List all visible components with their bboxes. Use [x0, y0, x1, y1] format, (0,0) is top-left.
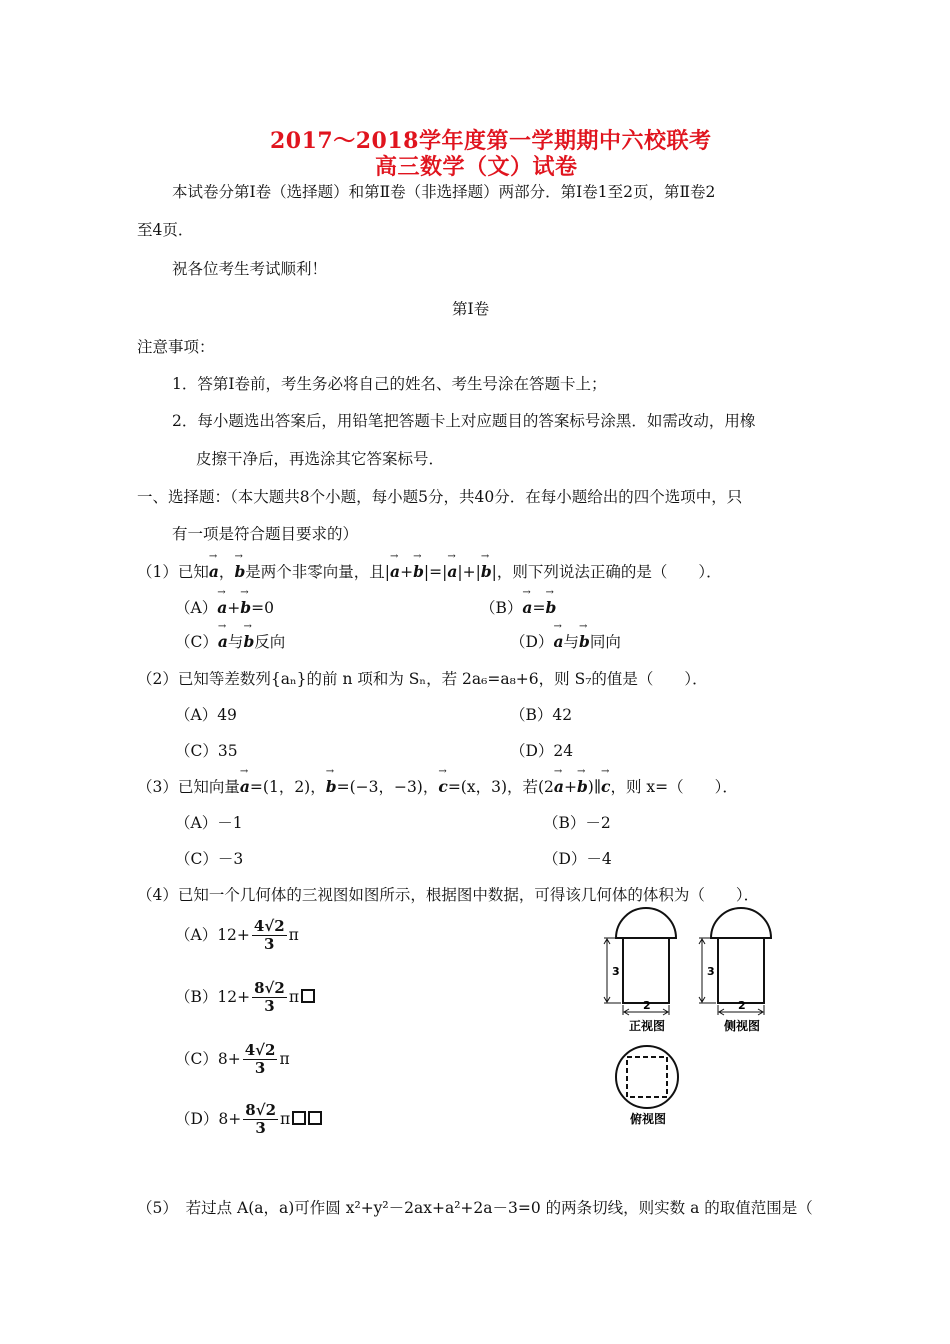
placeholder-box-icon	[292, 1111, 306, 1125]
question-2-option-c: （C）35	[175, 742, 238, 760]
top-view-label: 俯视图	[630, 1112, 667, 1126]
question-3-option-a: （A）－1	[175, 814, 243, 832]
question-2-option-a: （A）49	[175, 706, 237, 724]
question-3-option-d: （D）－4	[543, 850, 612, 868]
exam-title-line1: 2017～2018学年度第一学期期中六校联考	[270, 128, 712, 154]
front-view	[604, 908, 676, 1015]
vector-b: → b	[234, 562, 245, 581]
intro-line1: 本试卷分第Ⅰ卷（选择题）和第Ⅱ卷（非选择题）两部分．第Ⅰ卷1至2页，第Ⅱ卷2	[172, 183, 716, 201]
intro-line2: 至4页．	[137, 221, 194, 239]
question-5-stem: （5） 若过点 A(a，a)可作圆 x²+y²－2ax+a²+2a－3=0 的两条切线，则实数 a 的取值范围是（	[137, 1199, 813, 1217]
vector-c: → c	[438, 777, 447, 796]
part-title: 第Ⅰ卷	[452, 300, 490, 318]
question-2-option-d: （D）24	[510, 742, 574, 760]
question-3-option-c: （C）－3	[175, 850, 244, 868]
side-view-label: 侧视图	[724, 1019, 761, 1033]
vector-b: → b	[481, 562, 492, 581]
vector-a: → a	[240, 777, 250, 796]
intro-wish: 祝各位考生考试顺利！	[172, 260, 328, 278]
question-1-option-a: （A）→ a+→ b=0	[175, 596, 274, 618]
front-height-label: 3	[612, 965, 620, 978]
side-width-label: 2	[738, 999, 746, 1012]
side-view	[699, 908, 771, 1015]
vector-a: → a	[209, 562, 219, 581]
front-width-label: 2	[643, 999, 651, 1012]
section-heading-line1: 一、选择题：（本大题共8个小题，每小题5分，共40分．在每小题给出的四个选项中，只	[137, 488, 743, 506]
question-1-option-c: （C）→ a与→ b反向	[175, 630, 285, 652]
vector-b: → b	[326, 777, 337, 796]
vector-a: → a	[390, 562, 400, 581]
notes-heading: 注意事项：	[137, 338, 215, 356]
question-2-option-b: （B）42	[510, 706, 573, 724]
vector-a: → a	[447, 562, 457, 581]
question-4-option-d: （D）8+ $\frac{8√2}{3}$ π	[175, 1102, 322, 1138]
question-4-option-c: （C）8+ $\frac{4√2}{3}$ π	[175, 1041, 290, 1078]
question-3-stem: （3）已知向量→ a=(1，2)，→ b=(−3，−3)，→ c=(x，3)，若(2→ a+→ b)∥→ c，则 x=（ ）．	[137, 775, 738, 797]
question-1-stem: （1）已知→ a，→ b是两个非零向量，且|→ a+→ b|=|→ a|+|→ b|，则下列说法正确的是（ ）．	[137, 560, 722, 582]
placeholder-box-icon	[308, 1111, 322, 1125]
question-2-stem: （2）已知等差数列{aₙ}的前 n 项和为 Sₙ，若 2a₆=a₈+6，则 S₇的值是（ ）．	[137, 670, 708, 688]
section-heading-line2: 有一项是符合题目要求的）	[172, 525, 359, 543]
vector-b: → b	[413, 562, 424, 581]
front-view-label: 正视图	[629, 1019, 666, 1033]
side-height-label: 3	[707, 965, 715, 978]
question-4-option-b: （B）12+ $\frac{8√2}{3}$ π	[175, 980, 315, 1016]
question-4-stem: （4）已知一个几何体的三视图如图所示，根据图中数据，可得该几何体的体积为（ ）．	[137, 886, 760, 904]
question-1-option-b: （B）→ a=→ b	[480, 596, 556, 618]
notes-item-2-line2: 皮擦干净后，再选涂其它答案标号．	[196, 450, 445, 468]
notes-item-2-line1: 2．每小题选出答案后，用铅笔把答题卡上对应题目的答案标号涂黑．如需改动，用橡	[172, 412, 756, 430]
question-1-option-d: （D）→ a与→ b同向	[510, 630, 621, 652]
notes-item-1: 1．答第Ⅰ卷前，考生务必将自己的姓名、考生号涂在答题卡上；	[172, 375, 607, 393]
top-view	[616, 1046, 678, 1108]
question-3-option-b: （B）－2	[543, 814, 611, 832]
three-view-figure	[595, 905, 785, 1135]
placeholder-box-icon	[301, 989, 315, 1003]
question-4-option-a: （A）12+ $\frac{4√2}{3}$ π	[175, 917, 299, 954]
exam-title-line2: 高三数学（文）试卷	[375, 154, 578, 180]
